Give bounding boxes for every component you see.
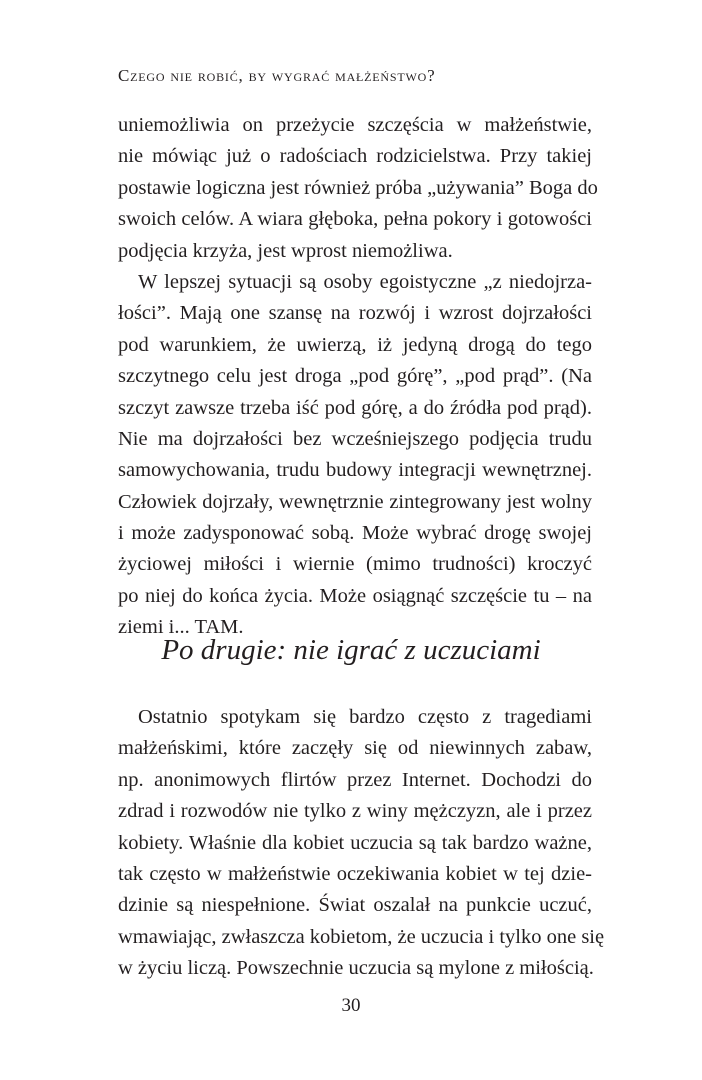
page-number: 30 (341, 995, 361, 1016)
text-line: kobiety. Właśnie dla kobiet uczucia są tak bardzo ważne, (118, 831, 592, 854)
text-line: samowychowania, trudu budowy integracji wewnętrznej. (118, 459, 592, 482)
text-line: pod warunkiem, że uwierzą, iż jedyną drogą do tego (118, 333, 592, 356)
text-line: postawie logiczna jest również próba „używania” Boga do (118, 176, 598, 199)
text-line: podjęcia krzyża, jest wprost niemożliwa. (118, 239, 453, 262)
text-line: i może zadysponować sobą. Może wybrać drogę swojej (118, 522, 592, 545)
text-line: nie mówiąc już o radościach rodzicielstwa. Przy takiej (118, 145, 592, 168)
text-line: tak często w małżeństwie oczekiwania kobiet w tej dzie- (118, 862, 592, 885)
running-head: Czego nie robić, by wygrać małżeństwo? (118, 66, 436, 85)
text-line: szczytnego celu jest droga „pod górę”, „pod prąd”. (Na (118, 365, 592, 388)
text-line: zdrad i rozwodów nie tylko z winy mężczyzn, ale i przez (118, 800, 592, 823)
text-line: Ostatnio spotykam się bardzo często z tragediami (138, 706, 592, 728)
body-text-bottom (118, 702, 605, 985)
text-line: np. anonimowych flirtów przez Internet. Dochodzi do (118, 768, 592, 791)
text-line: Nie ma dojrzałości bez wcześniejszego podjęcia trudu (118, 427, 592, 450)
text-line: życiowej miłości i wiernie (mimo trudności) kroczyć (118, 553, 592, 576)
body-text-top (118, 110, 598, 644)
text-line: ziemi i... TAM. (118, 616, 244, 639)
text-line: W lepszej sytuacji są osoby egoistyczne „z niedojrza- (138, 270, 592, 293)
text-line: małżeńskimi, które zaczęły się od niewinnych zabaw, (118, 737, 592, 760)
text-line: łości”. Mają one szansę na rozwój i wzrost dojrzałości (118, 302, 592, 325)
text-line: wmawiając, zwłaszcza kobietom, że uczucia i tylko one się (118, 925, 605, 948)
section-heading: Po drugie: nie igrać z uczuciami (161, 634, 541, 666)
text-line: Człowiek dojrzały, wewnętrznie zintegrowany jest wolny (118, 490, 592, 513)
text-line: w życiu liczą. Powszechnie uczucia są mylone z miłością. (118, 957, 594, 980)
text-line: swoich celów. A wiara głęboka, pełna pokory i gotowości (118, 208, 592, 231)
text-line: szczyt zawsze trzeba iść pod górę, a do źródła pod prąd). (118, 396, 592, 419)
text-line: dzinie są niespełnione. Świat oszalał na punkcie uczuć, (118, 894, 592, 917)
text-line: po niej do końca życia. Może osiągnąć szczęście tu – na (118, 584, 592, 607)
text-line: uniemożliwia on przeżycie szczęścia w małżeństwie, (118, 114, 592, 136)
